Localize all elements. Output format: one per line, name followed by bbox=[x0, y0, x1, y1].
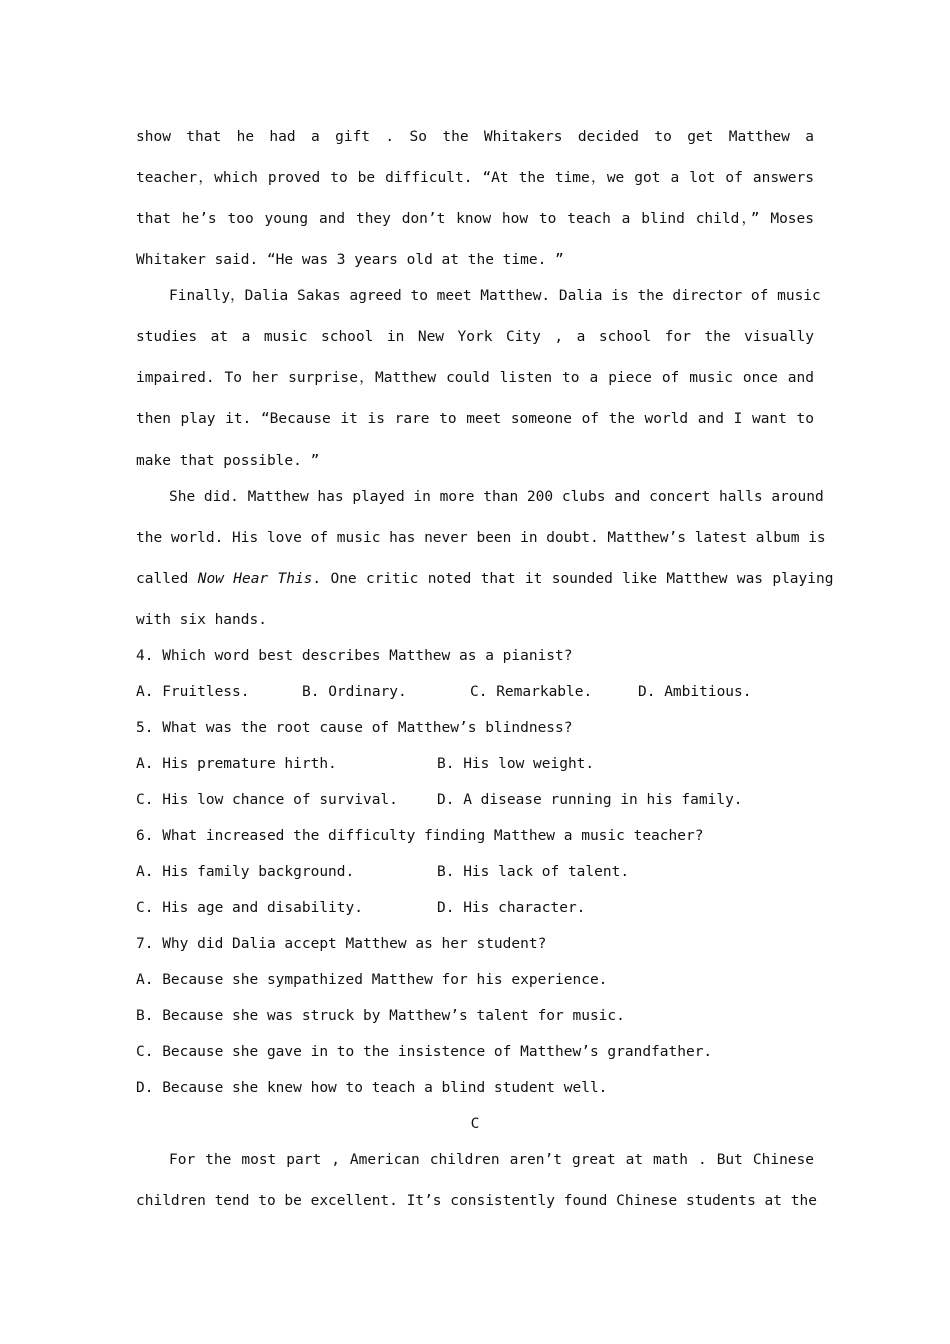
passage-line: studies at a music school in New York City , a school for the visually bbox=[136, 329, 814, 345]
passage-line: make that possible. ” bbox=[136, 453, 320, 469]
option-d[interactable]: D. Because she knew how to teach a blind student well. bbox=[136, 1080, 608, 1096]
option-b[interactable]: B. His low weight. bbox=[437, 756, 595, 772]
passage-line: with six hands. bbox=[136, 612, 267, 628]
question-stem: 5. What was the root cause of Matthew’s blindness? bbox=[136, 720, 573, 736]
album-title: Now Hear This bbox=[197, 571, 313, 587]
question-stem: 4. Which word best describes Matthew as a pianist? bbox=[136, 648, 573, 664]
option-b[interactable]: B. His lack of talent. bbox=[437, 864, 630, 880]
passage-line: that he’s too young and they don’t know how to teach a blind child，” Moses bbox=[136, 211, 814, 227]
passage-line: impaired. To her surprise，Matthew could listen to a piece of music once and bbox=[136, 370, 814, 386]
passage-line: She did. Matthew has played in more than 200 clubs and concert halls around bbox=[169, 489, 824, 505]
option-a[interactable]: A. His family background. bbox=[136, 864, 355, 880]
passage-line: For the most part , American children aren’t great at math . But Chinese bbox=[169, 1152, 814, 1168]
option-c[interactable]: C. Because she gave in to the insistence of Matthew’s grandfather. bbox=[136, 1044, 713, 1060]
option-c[interactable]: C. His age and disability. bbox=[136, 900, 363, 916]
passage-line: then play it. “Because it is rare to meet someone of the world and I want to bbox=[136, 411, 814, 427]
passage-text: . One critic noted that it sounded like Matthew was playing bbox=[312, 571, 834, 587]
option-d[interactable]: D. A disease running in his family. bbox=[437, 792, 743, 808]
option-c[interactable]: C. Remarkable. bbox=[470, 684, 593, 700]
passage-line: the world. His love of music has never been in doubt. Matthew’s latest album is bbox=[136, 530, 826, 546]
option-d[interactable]: D. Ambitious. bbox=[638, 684, 752, 700]
option-b[interactable]: B. Because she was struck by Matthew’s talent for music. bbox=[136, 1008, 625, 1024]
passage-text: called bbox=[136, 571, 198, 587]
question-stem: 7. Why did Dalia accept Matthew as her student? bbox=[136, 936, 547, 952]
option-c[interactable]: C. His low chance of survival. bbox=[136, 792, 398, 808]
section-heading: C bbox=[470, 1116, 480, 1132]
question-stem: 6. What increased the difficulty finding Matthew a music teacher? bbox=[136, 828, 704, 844]
option-a[interactable]: A. His premature hirth. bbox=[136, 756, 337, 772]
passage-line: show that he had a gift . So the Whitakers decided to get Matthew a bbox=[136, 129, 814, 145]
passage-line: children tend to be excellent. It’s consistently found Chinese students at the bbox=[136, 1193, 817, 1209]
option-d[interactable]: D. His character. bbox=[437, 900, 586, 916]
passage-line: Whitaker said. “He was 3 years old at the time. ” bbox=[136, 252, 564, 268]
passage-line: Finally，Dalia Sakas agreed to meet Matthew. Dalia is the director of music bbox=[169, 288, 821, 304]
option-a[interactable]: A. Because she sympathized Matthew for his experience. bbox=[136, 972, 608, 988]
passage-line-album bbox=[136, 569, 834, 589]
option-b[interactable]: B. Ordinary. bbox=[302, 684, 407, 700]
option-a[interactable]: A. Fruitless. bbox=[136, 684, 250, 700]
passage-line: teacher，which proved to be difficult. “At the time，we got a lot of answers bbox=[136, 170, 814, 186]
